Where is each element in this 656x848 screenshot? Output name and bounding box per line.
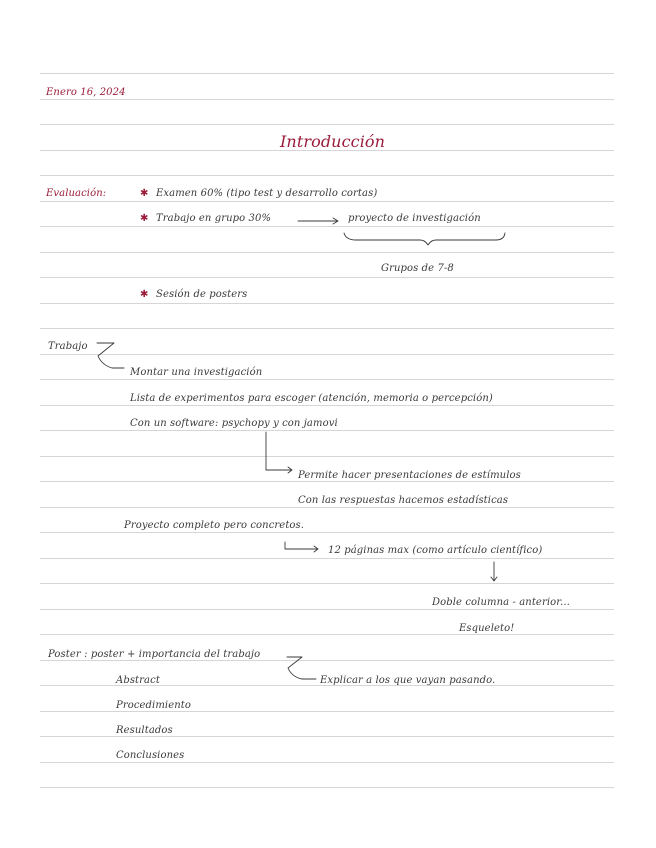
note-date: Enero 16, 2024 xyxy=(46,87,126,98)
trabajo-line: Con las respuestas hacemos estadísticas xyxy=(298,495,509,506)
trabajo-line: Esqueleto! xyxy=(459,623,515,634)
star-icon: ✱ xyxy=(140,213,149,224)
eval-item-posters: Sesión de posters xyxy=(156,289,248,300)
poster-section: Abstract xyxy=(116,675,160,686)
trabajo-line: Proyecto completo pero concretos. xyxy=(124,520,305,531)
star-icon: ✱ xyxy=(140,289,149,300)
poster-section: Conclusiones xyxy=(116,750,185,761)
trabajo-label: Trabajo xyxy=(48,341,88,352)
curly-arrow-icon xyxy=(97,343,124,368)
trabajo-line: Montar una investigación xyxy=(130,367,263,378)
brace-underline xyxy=(344,233,505,245)
elbow-arrow-icon xyxy=(285,542,318,552)
arrow-right-icon xyxy=(298,218,338,224)
elbow-arrow-icon xyxy=(266,432,292,473)
star-icon: ✱ xyxy=(140,188,149,199)
eval-item-exam: Examen 60% (tipo test y desarrollo cortas) xyxy=(156,188,378,199)
eval-group-size: Grupos de 7-8 xyxy=(381,263,454,274)
trabajo-line: 12 páginas max (como artículo científico) xyxy=(328,545,543,556)
poster-label: Poster : poster + importancia del trabajo xyxy=(48,649,261,660)
curly-arrow-icon xyxy=(287,657,316,679)
eval-arrow-target: proyecto de investigación xyxy=(348,213,481,224)
poster-section: Procedimiento xyxy=(116,700,192,711)
poster-section: Resultados xyxy=(116,725,173,736)
poster-explanation: Explicar a los que vayan pasando. xyxy=(320,675,496,686)
eval-item-group-work: Trabajo en grupo 30% xyxy=(156,213,272,224)
arrow-down-icon xyxy=(491,562,497,581)
evaluacion-label: Evaluación: xyxy=(46,188,107,199)
trabajo-line: Lista de experimentos para escoger (atención, memoria o percepción) xyxy=(130,393,493,404)
trabajo-line: Doble columna - anterior... xyxy=(432,597,570,608)
note-title: Introducción xyxy=(280,132,386,151)
trabajo-line: Con un software: psychopy y con jamovi xyxy=(130,418,338,429)
trabajo-line: Permite hacer presentaciones de estímulos xyxy=(298,470,521,481)
